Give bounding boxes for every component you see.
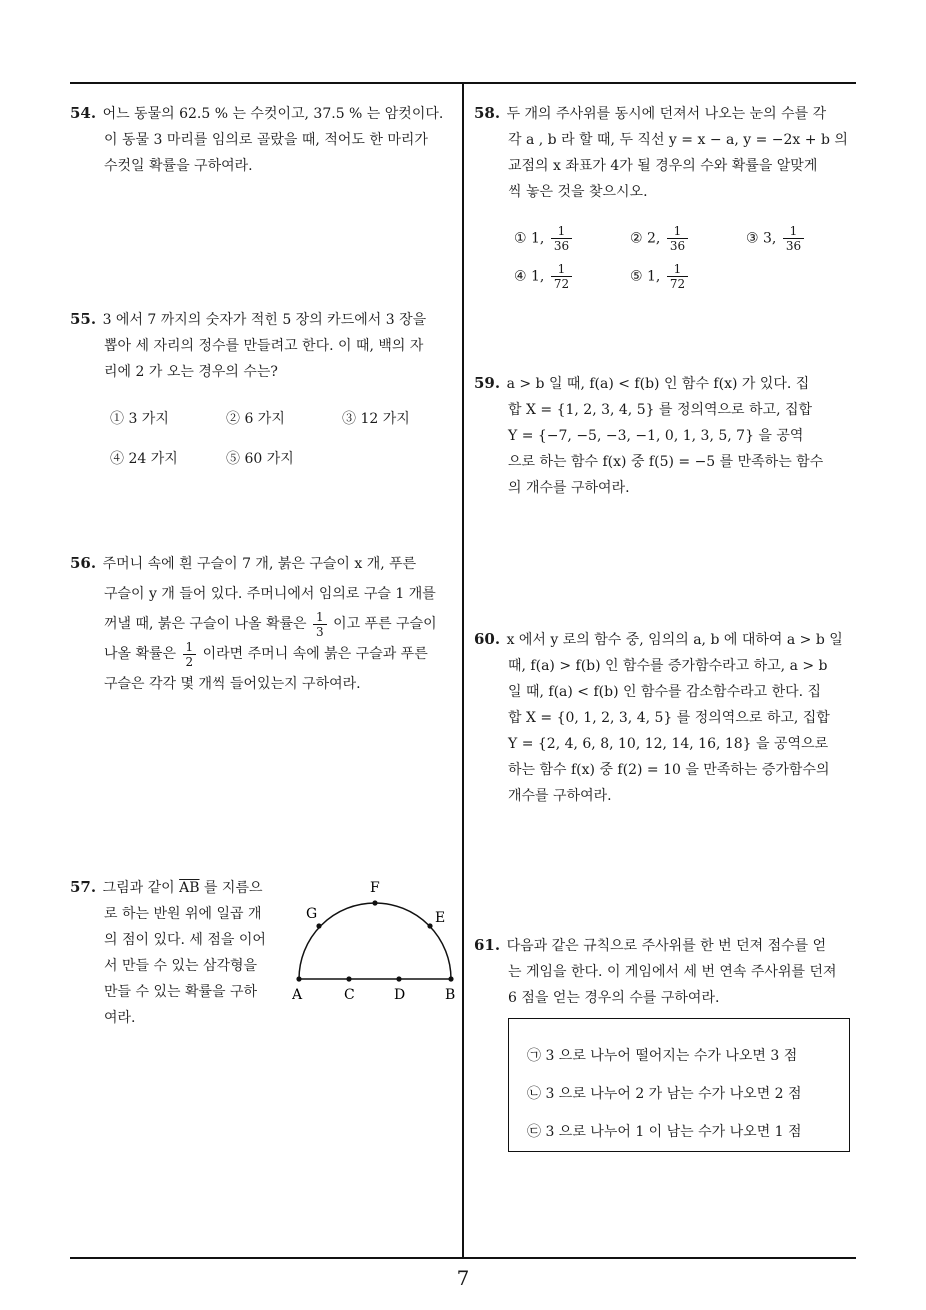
column-divider <box>462 82 464 1258</box>
choice: ④ 1, $\frac{1}{72}$ <box>514 262 574 291</box>
problem-number: 58. <box>474 104 501 122</box>
choice: ① 1, $\frac{1}{36}$ <box>514 224 574 253</box>
problem-text: x 에서 y 로의 함수 중, 임의의 a, b 에 대하여 a > b 일 <box>506 632 843 648</box>
label-b: B <box>445 987 456 1003</box>
problem-text: 각 a , b 라 할 때, 두 직선 y = x − a, y = −2x + b 의 <box>508 132 848 148</box>
label-f: F <box>370 880 380 896</box>
problem-text: 서 만들 수 있는 삼각형을 <box>104 958 258 974</box>
problem-text: 수컷일 확률을 구하여라. <box>104 158 253 174</box>
problem-text: 어느 동물의 62.5 % 는 수컷이고, 37.5 % 는 암컷이다. <box>102 106 444 122</box>
point-f <box>372 900 377 905</box>
problem-57 <box>70 874 290 1031</box>
point-d <box>396 976 401 981</box>
problem-text: 교점의 x 좌표가 4가 될 경우의 수와 확률을 알맞게 <box>508 158 818 174</box>
problem-55 <box>70 306 462 385</box>
problem-56 <box>70 548 462 699</box>
problem-text: 합 X = {0, 1, 2, 3, 4, 5} 를 정의역으로 하고, 집합 <box>508 710 830 726</box>
problem-number: 56. <box>70 554 97 572</box>
problem-text: 구슬이 y 개 들어 있다. 주머니에서 임의로 구슬 1 개를 <box>104 586 436 602</box>
rules-box <box>508 1018 850 1152</box>
problem-text: 의 점이 있다. 세 점을 이어 <box>104 932 266 948</box>
label-e: E <box>435 910 446 926</box>
problem-text: Y = {−7, −5, −3, −1, 0, 1, 3, 5, 7} 을 공역 <box>508 428 804 444</box>
problem-number: 61. <box>474 936 501 954</box>
problem-text: 6 점을 얻는 경우의 수를 구하여라. <box>508 990 720 1006</box>
problem-text: 만들 수 있는 확률을 구하 <box>104 984 258 1000</box>
fraction: $\frac{1}{3}$ <box>313 610 327 639</box>
problem-text: 뽑아 세 자리의 정수를 만들려고 한다. 이 때, 백의 자 <box>104 338 424 354</box>
problem-text: 다음과 같은 규칙으로 주사위를 한 번 던져 점수를 얻 <box>506 938 827 954</box>
problem-text: Y = {2, 4, 6, 8, 10, 12, 14, 16, 18} 을 공역으로 <box>508 736 829 752</box>
problem-59 <box>474 370 866 501</box>
problem-text: 합 X = {1, 2, 3, 4, 5} 를 정의역으로 하고, 집합 <box>508 402 813 418</box>
choice: ② 2, $\frac{1}{36}$ <box>630 224 690 253</box>
choice: ③ 12 가지 <box>342 411 410 427</box>
problem-58 <box>474 100 866 205</box>
problem-text: 는 게임을 한다. 이 게임에서 세 번 연속 주사위를 던져 <box>508 964 837 980</box>
problem-61 <box>474 932 866 1011</box>
problem-text: 이고 푸른 구슬이 <box>333 616 437 632</box>
label-a: A <box>292 987 303 1003</box>
choice: ③ 3, $\frac{1}{36}$ <box>746 224 806 253</box>
choice: ④ 24 가지 <box>110 451 178 467</box>
problem-text: 의 개수를 구하여라. <box>508 480 630 496</box>
page-number: 7 <box>456 1266 470 1290</box>
problem-text: 로 하는 반원 위에 일곱 개 <box>104 906 262 922</box>
choice: ② 6 가지 <box>226 411 285 427</box>
rule-item: ㉡ 3 으로 나누어 2 가 남는 수가 나오면 2 점 <box>527 1086 802 1102</box>
choice: ⑤ 1, $\frac{1}{72}$ <box>630 262 690 291</box>
problem-text: 구슬은 각각 몇 개씩 들어있는지 구하여라. <box>104 676 361 692</box>
point-a <box>296 976 301 981</box>
problem-text: a > b 일 때, f(a) < f(b) 인 함수 f(x) 가 있다. 집 <box>506 376 810 392</box>
rule-item: ㉠ 3 으로 나누어 떨어지는 수가 나오면 3 점 <box>527 1048 798 1064</box>
bottom-rule <box>70 1257 856 1259</box>
point-b <box>448 976 453 981</box>
problem-text: 으로 하는 함수 f(x) 중 f(5) = −5 를 만족하는 함수 <box>508 454 824 470</box>
choice: ⑤ 60 가지 <box>226 451 294 467</box>
problem-text: 두 개의 주사위를 동시에 던져서 나오는 눈의 수를 각 <box>506 106 827 122</box>
choice: ① 3 가지 <box>110 411 169 427</box>
problem-text: 씩 놓은 것을 찾으시오. <box>508 184 648 200</box>
problem-60 <box>474 626 866 809</box>
problem-text: 리에 2 가 오는 경우의 수는? <box>104 364 278 380</box>
segment-ab: $\overline{AB}$ <box>179 880 200 896</box>
problem-text: 그림과 같이 <box>102 880 175 896</box>
fraction: $\frac{1}{2}$ <box>183 640 197 669</box>
point-e <box>427 923 432 928</box>
semicircle-figure <box>292 878 462 1008</box>
semicircle-arc <box>299 903 451 979</box>
problem-number: 59. <box>474 374 501 392</box>
problem-text: 이라면 주머니 속에 붉은 구슬과 푸른 <box>202 646 428 662</box>
label-c: C <box>344 987 355 1003</box>
point-c <box>346 976 351 981</box>
problem-text: 하는 함수 f(x) 중 f(2) = 10 을 만족하는 증가함수의 <box>508 762 830 778</box>
problem-text: 3 에서 7 까지의 숫자가 적힌 5 장의 카드에서 3 장을 <box>102 312 427 328</box>
problem-number: 54. <box>70 104 97 122</box>
problem-number: 60. <box>474 630 501 648</box>
problem-number: 57. <box>70 878 97 896</box>
problem-text: 주머니 속에 흰 구슬이 7 개, 붉은 구슬이 x 개, 푸른 <box>102 556 417 572</box>
problem-text: 이 동물 3 마리를 임의로 골랐을 때, 적어도 한 마리가 <box>104 132 428 148</box>
label-d: D <box>394 987 406 1003</box>
problem-text: 때, f(a) > f(b) 인 함수를 증가함수라고 하고, a > b <box>508 658 828 674</box>
problem-text: 여라. <box>104 1010 136 1026</box>
problem-text: 나올 확률은 <box>104 646 177 662</box>
point-g <box>316 923 321 928</box>
problem-54 <box>70 100 462 179</box>
problem-text: 일 때, f(a) < f(b) 인 함수를 감소함수라고 한다. 집 <box>508 684 822 700</box>
problem-text: 개수를 구하여라. <box>508 788 612 804</box>
rule-item: ㉢ 3 으로 나누어 1 이 남는 수가 나오면 1 점 <box>527 1124 802 1140</box>
problem-number: 55. <box>70 310 97 328</box>
problem-text: 를 지름으 <box>203 880 263 896</box>
label-g: G <box>306 906 318 922</box>
problem-text: 꺼낼 때, 붉은 구슬이 나올 확률은 <box>104 616 307 632</box>
